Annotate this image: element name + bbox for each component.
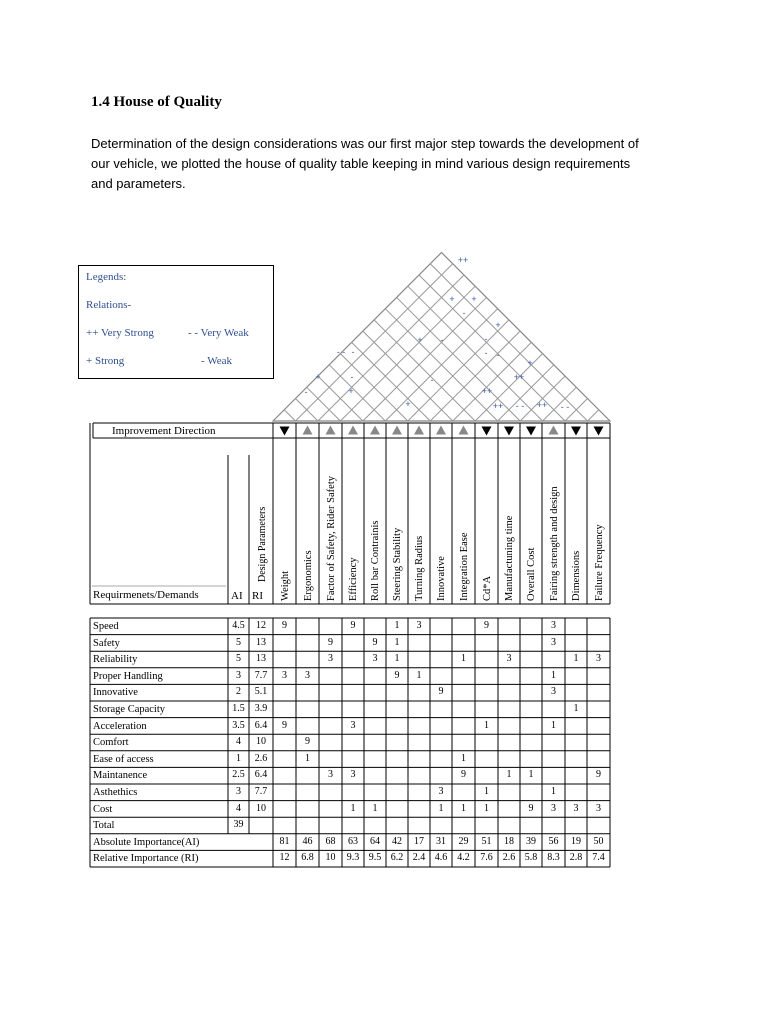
absolute-importance-value: 39 <box>526 835 536 847</box>
absolute-importance-value: 63 <box>348 835 358 847</box>
requirement-label: Reliability <box>93 654 138 666</box>
legend-weak: - Weak <box>201 355 232 367</box>
relation-cell: 1 <box>416 669 422 681</box>
relative-importance-value: 9.3 <box>346 852 360 864</box>
legend-very-weak: - - Very Weak <box>188 327 249 339</box>
ri-value: 10 <box>256 736 266 748</box>
arrow-up-icon <box>326 426 336 435</box>
requirement-label: Safety <box>93 637 120 649</box>
paragraph-line: and parameters. <box>91 176 186 191</box>
requirement-label: Ease of access <box>93 753 154 765</box>
column-header: Roll bar Contrainis <box>370 520 381 601</box>
column-header: Efficiency <box>348 557 359 601</box>
ai-value: 2.5 <box>232 769 245 781</box>
relation-cell: 1 <box>394 653 400 665</box>
roof-symbol: ++ <box>481 386 493 396</box>
relation-cell: 9 <box>328 636 333 648</box>
relation-cell: 1 <box>305 752 310 764</box>
roof-symbol: + <box>348 386 354 396</box>
absolute-importance-value: 64 <box>370 835 380 847</box>
absolute-importance-value: 31 <box>436 835 446 847</box>
requirement-label: Acceleration <box>93 720 147 732</box>
ri-value: 3.9 <box>254 703 268 714</box>
roof-symbol: + <box>471 294 477 304</box>
relation-cell: 3 <box>328 653 333 665</box>
absolute-importance-label: Absolute Importance(AI) <box>93 836 200 848</box>
ri-value: 13 <box>256 636 266 648</box>
roof-symbol: + <box>417 335 423 345</box>
relation-cell: 1 <box>484 719 489 731</box>
ai-value: 3.5 <box>232 719 245 731</box>
requirement-label: Maintanence <box>93 770 148 782</box>
column-header: Cd*A <box>481 575 493 601</box>
arrow-down-icon <box>504 427 514 436</box>
arrow-up-icon <box>549 426 559 435</box>
roof-symbol: + <box>315 372 321 382</box>
roof-symbol: - <box>440 335 444 345</box>
absolute-importance-value: 51 <box>481 835 492 847</box>
relative-importance-value: 6.8 <box>301 852 314 864</box>
absolute-importance-value: 29 <box>458 835 469 847</box>
ai-value: 5 <box>236 636 241 648</box>
ai-value: 3 <box>236 669 241 681</box>
absolute-importance-value: 42 <box>392 835 402 847</box>
absolute-importance-value: 46 <box>302 835 313 847</box>
ri-value: 10 <box>256 802 266 814</box>
ai-value: 4 <box>236 802 241 814</box>
absolute-importance-value: 50 <box>593 835 604 847</box>
column-header: Innovative <box>436 556 447 601</box>
arrow-down-icon <box>571 427 581 436</box>
relation-cell: 1 <box>528 769 534 781</box>
requirement-label: Proper Handling <box>93 670 163 682</box>
relative-importance-value: 2.4 <box>412 852 426 864</box>
relation-cell: 9 <box>350 620 356 631</box>
absolute-importance-value: 19 <box>571 835 581 847</box>
improvement-direction-label: Improvement Direction <box>112 425 216 437</box>
ri-value: 6.4 <box>254 719 268 731</box>
requirement-label: Speed <box>93 621 119 632</box>
absolute-importance-value: 81 <box>279 835 290 847</box>
roof-symbol: ++ <box>513 372 525 382</box>
arrow-up-icon <box>436 426 446 435</box>
arrow-up-icon <box>370 426 380 435</box>
relation-cell: 3 <box>551 686 556 698</box>
relative-importance-label: Relative Importance (RI) <box>93 853 199 865</box>
design-parameters-label: Design Parameters <box>257 506 268 582</box>
column-header: Ergonomics <box>302 550 314 601</box>
relative-importance-value: 7.4 <box>592 852 605 864</box>
arrow-up-icon <box>414 426 424 435</box>
relation-cell: 1 <box>350 802 356 814</box>
column-header: Steering Stability <box>392 527 403 601</box>
relative-importance-value: 10 <box>325 852 336 864</box>
ri-header: RI <box>252 590 263 602</box>
roof-symbol: - - <box>515 401 525 411</box>
legend-very-strong: ++ Very Strong <box>86 327 154 339</box>
relation-cell: 3 <box>506 653 512 665</box>
column-header: Integration Ease <box>458 532 470 601</box>
ai-value: 3 <box>236 786 241 797</box>
relation-cell: 9 <box>596 769 601 781</box>
ri-value: 12 <box>256 620 266 631</box>
ai-value: 5 <box>236 653 241 665</box>
ri-value: 13 <box>256 653 266 665</box>
requirement-label: Cost <box>93 803 113 815</box>
relative-importance-value: 2.6 <box>502 852 516 864</box>
legend-title: Legends: <box>86 271 127 283</box>
arrow-up-icon <box>392 426 402 435</box>
ai-header: AI <box>231 590 243 602</box>
relation-cell: 1 <box>573 653 579 665</box>
requirement-label: Innovative <box>93 687 138 699</box>
roof-symbol: + <box>527 358 533 368</box>
roof-symbol: - <box>350 372 354 382</box>
column-header: Overall Cost <box>526 547 537 601</box>
relation-cell: 1 <box>506 769 512 781</box>
relation-cell: 1 <box>461 653 466 665</box>
relation-cell: 9 <box>461 769 466 781</box>
arrow-down-icon <box>594 427 604 436</box>
paragraph-line: Determination of the design considerations was our first major step towards the development of <box>91 136 639 151</box>
relation-cell: 3 <box>305 669 310 681</box>
relation-cell: 3 <box>551 802 556 814</box>
relation-cell: 3 <box>551 620 556 631</box>
relation-cell: 9 <box>305 736 310 748</box>
column-header: Failure Frequency <box>593 524 605 601</box>
roof-symbol: ++ <box>457 255 469 265</box>
requirements-label: Requirmenets/Demands <box>93 589 199 601</box>
arrow-down-icon <box>280 427 290 436</box>
ri-value: 5.1 <box>254 686 268 698</box>
absolute-importance-value: 68 <box>325 835 336 847</box>
relation-cell: 3 <box>596 802 601 814</box>
relative-importance-value: 6.2 <box>390 852 404 864</box>
relation-cell: 1 <box>551 786 556 797</box>
ai-value: 1.5 <box>232 703 245 714</box>
relative-importance-value: 9.5 <box>368 852 382 864</box>
requirement-label: Comfort <box>93 737 129 749</box>
roof-symbol: - <box>430 375 434 385</box>
paragraph-line: our vehicle, we plotted the house of quality table keeping in mind various design requirements <box>91 156 631 171</box>
roof-symbol: + <box>495 320 501 330</box>
ai-value: 2 <box>236 686 241 698</box>
relation-cell: 9 <box>438 686 444 698</box>
relation-cell: 3 <box>328 769 333 781</box>
roof-symbol: + <box>449 294 455 304</box>
relation-cell: 3 <box>438 786 444 797</box>
roof-symbol: - <box>484 334 488 344</box>
requirement-label: Total <box>93 820 115 832</box>
relation-cell: 3 <box>573 802 579 814</box>
relative-importance-value: 4.2 <box>457 852 470 864</box>
roof-symbol: - <box>304 387 308 397</box>
relative-importance-value: 5.8 <box>524 852 538 864</box>
ai-value: 39 <box>233 819 244 831</box>
roof-symbol: - <box>462 308 466 318</box>
ai-value: 4.5 <box>232 620 245 631</box>
relation-cell: 1 <box>484 786 489 797</box>
arrow-down-icon <box>526 427 536 436</box>
roof-symbol: - <box>351 347 355 357</box>
roof-symbol: ++ <box>492 401 504 411</box>
arrow-down-icon <box>482 427 492 436</box>
relation-cell: 9 <box>528 802 534 814</box>
relation-cell: 9 <box>282 620 287 631</box>
arrow-up-icon <box>459 426 469 435</box>
ai-value: 1 <box>236 752 241 764</box>
column-header: Weight <box>279 570 291 601</box>
roof-symbol: + <box>405 399 411 409</box>
relation-cell: 3 <box>350 719 356 731</box>
relation-cell: 1 <box>484 802 489 814</box>
relation-cell: 3 <box>416 620 422 631</box>
relation-cell: 9 <box>484 620 489 631</box>
relation-cell: 3 <box>372 653 378 665</box>
roof-symbol: ++ <box>536 400 548 410</box>
ri-value: 2.6 <box>254 752 268 764</box>
relation-cell: 3 <box>551 636 556 648</box>
relative-importance-value: 12 <box>279 852 290 864</box>
relative-importance-value: 2.8 <box>569 852 583 864</box>
relation-cell: 1 <box>573 703 579 714</box>
relation-cell: 1 <box>394 636 400 648</box>
relation-cell: 3 <box>596 653 601 665</box>
column-header: Turning Radius <box>414 535 425 601</box>
column-header: Dimensions <box>571 550 582 601</box>
relation-cell: 9 <box>394 669 400 681</box>
relation-cell: 1 <box>438 802 444 814</box>
absolute-importance-value: 18 <box>504 835 514 847</box>
ri-value: 6.4 <box>254 769 268 781</box>
relation-cell: 1 <box>461 802 466 814</box>
roof-symbol: - - <box>336 347 346 357</box>
relation-cell: 1 <box>372 802 378 814</box>
relation-cell: 1 <box>394 620 400 631</box>
roof-symbol: - <box>496 350 500 360</box>
relation-cell: 1 <box>551 719 556 731</box>
section-heading: 1.4 House of Quality <box>91 94 222 110</box>
absolute-importance-value: 17 <box>414 835 424 847</box>
relation-cell: 1 <box>551 669 556 681</box>
legend-strong: + Strong <box>86 355 125 367</box>
relative-importance-value: 8.3 <box>547 852 560 864</box>
relation-cell: 9 <box>372 636 378 648</box>
relative-importance-value: 4.6 <box>434 852 448 864</box>
roof-symbol: - <box>484 348 488 358</box>
relation-cell: 3 <box>350 769 356 781</box>
relation-cell: 1 <box>461 752 466 764</box>
requirement-label: Storage Capacity <box>93 704 166 715</box>
relative-importance-value: 7.6 <box>480 852 493 864</box>
ri-value: 7.7 <box>254 669 268 681</box>
ai-value: 4 <box>236 736 241 748</box>
column-header: Manufactuning time <box>504 515 515 601</box>
arrow-up-icon <box>303 426 313 435</box>
absolute-importance-value: 56 <box>548 835 559 847</box>
column-header: Factor of Safety, Rider Safety <box>325 476 337 601</box>
column-header: Fairing strength and design <box>548 486 560 601</box>
legend-relations: Relations- <box>86 299 132 311</box>
requirement-label: Asthethics <box>93 787 138 798</box>
arrow-up-icon <box>348 426 358 435</box>
roof-symbol: - - <box>560 402 570 412</box>
relation-cell: 9 <box>282 719 287 731</box>
relation-cell: 3 <box>282 669 287 681</box>
ri-value: 7.7 <box>254 786 268 797</box>
